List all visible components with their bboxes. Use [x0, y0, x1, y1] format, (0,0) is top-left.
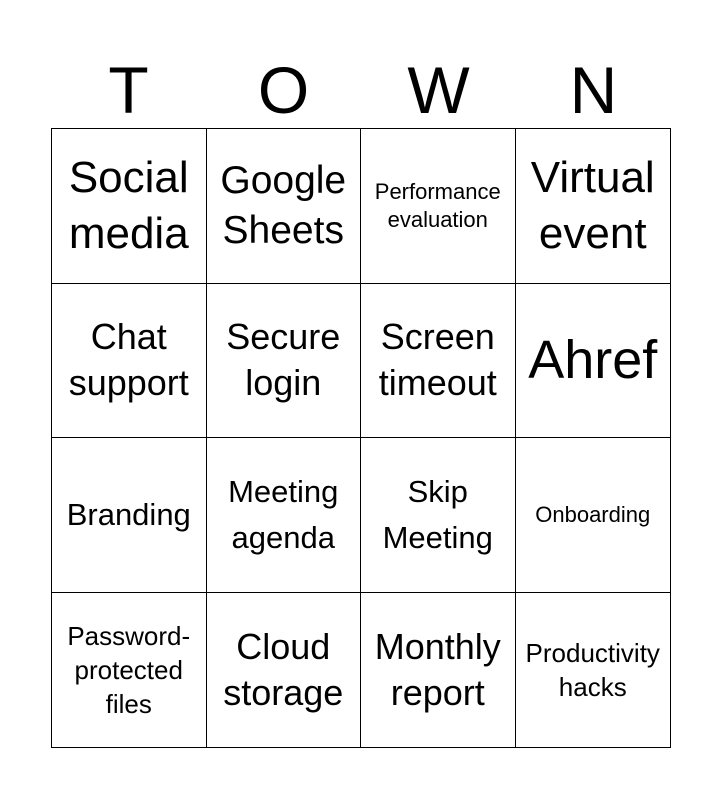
bingo-cell-password-protected-files[interactable]	[52, 593, 207, 748]
bingo-cell-cloud-storage[interactable]	[207, 593, 362, 748]
header-letter-o: O	[257, 53, 310, 127]
header-letter-w: W	[407, 53, 470, 127]
bingo-cell-screen-timeout[interactable]	[361, 284, 516, 439]
cell-label: Ahref	[528, 330, 658, 391]
bingo-cell-google-sheets[interactable]	[207, 129, 362, 284]
bingo-grid	[51, 128, 671, 748]
bingo-cell-social-media[interactable]	[52, 129, 207, 284]
cell-label: Skip Meeting	[382, 473, 493, 555]
header-letter-t: T	[108, 53, 149, 127]
cell-label: Password-protected files	[67, 620, 191, 719]
bingo-header	[51, 52, 671, 128]
cell-label: Secure login	[226, 316, 341, 404]
cell-label: Performance evaluation	[374, 178, 501, 232]
bingo-cell-monthly-report[interactable]	[361, 593, 516, 748]
bingo-cell-meeting-agenda[interactable]	[207, 438, 362, 593]
bingo-cell-virtual-event[interactable]	[516, 129, 671, 284]
bingo-cell-chat-support[interactable]	[52, 284, 207, 439]
bingo-cell-branding[interactable]	[52, 438, 207, 593]
cell-label: Productivity hacks	[525, 637, 660, 702]
bingo-cell-performance-evaluation[interactable]	[361, 129, 516, 284]
cell-label: Cloud storage	[223, 625, 344, 713]
cell-label: Onboarding	[535, 501, 651, 527]
bingo-cell-secure-login[interactable]	[207, 284, 362, 439]
cell-label: Chat support	[68, 316, 189, 404]
cell-label: Virtual event	[530, 152, 655, 258]
cell-label: Social media	[68, 152, 189, 258]
bingo-cell-productivity-hacks[interactable]	[516, 593, 671, 748]
bingo-cell-onboarding[interactable]	[516, 438, 671, 593]
cell-label: Monthly report	[374, 625, 501, 713]
cell-label: Branding	[66, 496, 191, 532]
cell-label: Screen timeout	[378, 316, 497, 404]
bingo-cell-skip-meeting[interactable]	[361, 438, 516, 593]
bingo-cell-ahref[interactable]	[516, 284, 671, 439]
header-letter-n: N	[569, 53, 618, 127]
cell-label: Google Sheets	[220, 158, 347, 252]
cell-label: Meeting agenda	[228, 473, 339, 555]
